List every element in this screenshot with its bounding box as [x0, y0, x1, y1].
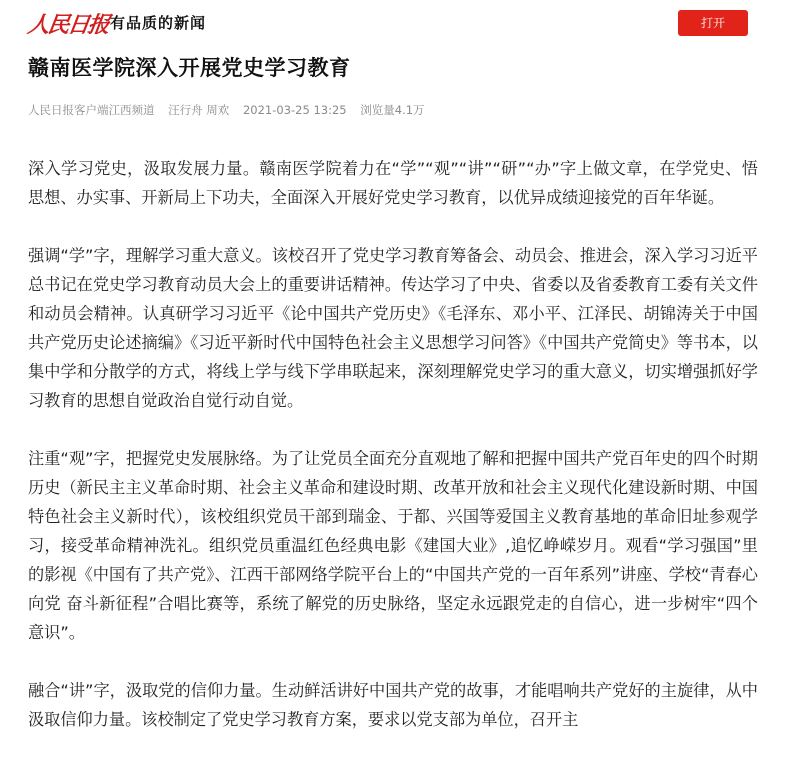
article-authors: 汪行舟 周欢 [168, 103, 230, 117]
article-datetime: 2021-03-25 13:25 [242, 103, 347, 117]
article-paragraph: 注重“观”字，把握党史发展脉络。为了让党员全面充分直观地了解和把握中国共产党百年史的四个时期历史（新民主主义革命时期、社会主义革命和建设时期、改革开放和社会主义现代化建设新时期、中国特色社会主义新时代），该校组织党员干部到瑞金、于都、兴国等爱国主义教育基地的革命旧址参观学习，接受革命精神洗礼。组织党员重温红色经典电影《建国大业》,追忆峥嵘岁月。观看“学习强国”里的影视《中国有了共产党》、江西干部网络学院平台上的“中国共产党的一百年系列”讲座、学校“青春心向党 奋斗新征程”合唱比赛等，系统了解党的历史脉络，坚定永远跟党走的自信心，进一步树牢“四个意识”。 [28, 449, 758, 642]
article-views: 浏览量4.1万 [360, 103, 425, 117]
article-paragraph: 深入学习党史，汲取发展力量。赣南医学院着力在“学”“观”“讲”“研”“办”字上做文章，在学党史、悟思想、办实事、开新局上下功夫，全面深入开展好党史学习教育，以优异成绩迎接党的百年华诞。 [28, 159, 758, 207]
top-bar [0, 0, 788, 44]
article-body [28, 154, 758, 763]
article-paragraph: 融合“讲”字，汲取党的信仰力量。生动鲜活讲好中国共产党的故事，才能唱响共产党好的主旋律，从中汲取信仰力量。该校制定了党史学习教育方案，要求以党支部为单位，召开主 [28, 681, 758, 729]
article-meta [28, 102, 435, 118]
article-paragraph: 强调“学”字，理解学习重大意义。该校召开了党史学习教育筹备会、动员会、推进会，深入学习习近平总书记在党史学习教育动员大会上的重要讲话精神。传达学习了中央、省委以及省委教育工委有关文件和动员会精神。认真研学习习近平《论中国共产党历史》《毛泽东、邓小平、江泽民、胡锦涛关于中国共产党历史论述摘编》《习近平新时代中国特色社会主义思想学习问答》《中国共产党简史》等书本，以集中学和分散学的方式，将线上学与线下学串联起来，深刻理解党史学习的重大意义，切实增强抓好学习教育的思想自觉政治自觉行动自觉。 [28, 246, 758, 410]
people-daily-logo[interactable]: 人民日报 [25, 12, 110, 38]
article-source: 人民日报客户端江西频道 [28, 103, 155, 117]
open-app-button[interactable]: 打开 [678, 10, 748, 36]
slogan: 有品质的新闻 [110, 14, 207, 32]
article-title: 赣南医学院深入开展党史学习教育 [28, 56, 351, 80]
